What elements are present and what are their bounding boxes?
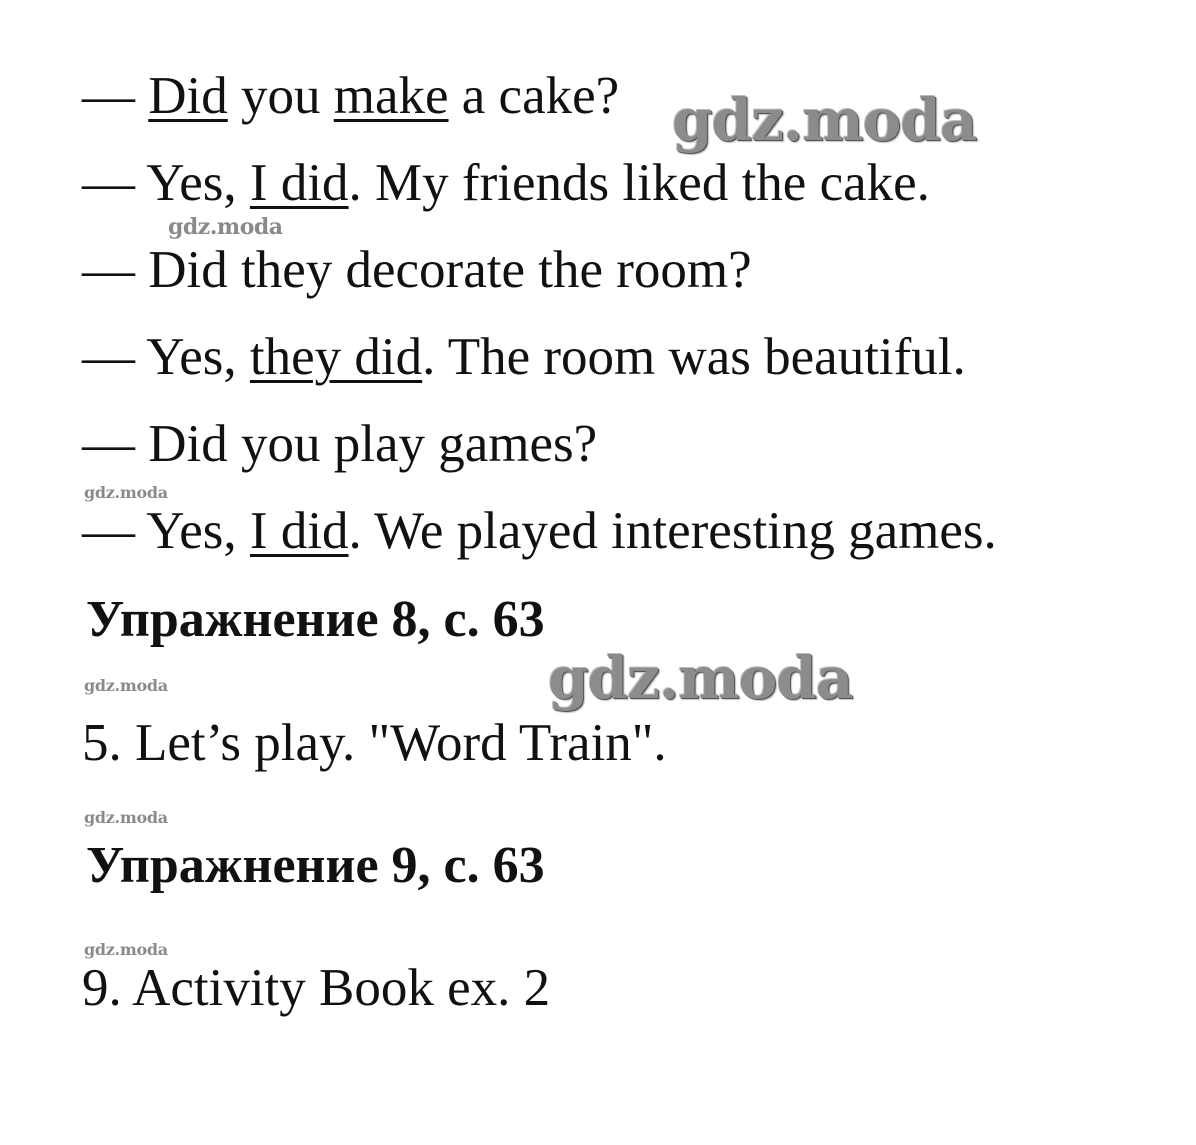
dialogue-line-4 [82,327,966,387]
dialogue-line-3 [82,240,752,300]
watermark-large-1: gdz.moda [672,86,977,154]
watermark-small-2: gdz.moda [84,676,168,695]
sentence-text: . The room was beautiful. [422,328,966,386]
underlined-answer: I did [249,502,349,560]
sentence-text: Yes, [146,502,250,560]
sentence-text: you [227,67,334,125]
sentence-text: Yes, [146,154,250,212]
underlined-answer: make [333,67,449,125]
watermark-medium: gdz.moda [168,214,283,240]
dash: — [82,241,149,299]
watermark-small-3: gdz.moda [84,808,168,827]
dash: — [82,502,147,560]
sentence-text: . We played interesting games. [348,502,997,560]
dash: — [82,415,149,473]
underlined-answer: Did [148,67,228,125]
dash: — [82,154,147,212]
watermark-small-1: gdz.moda [84,483,168,502]
underlined-answer: I did [249,154,349,212]
watermark-large-2: gdz.moda [548,644,853,712]
dash: — [82,328,147,386]
sentence-text: Did they decorate the room? [148,241,752,299]
exercise-8-heading: Упражнение 8, с. 63 [86,591,545,648]
underlined-answer: they did [249,328,423,386]
dialogue-line-2 [82,153,930,213]
watermark-small-4: gdz.moda [84,940,168,959]
sentence-text: . My friends liked the cake. [348,154,930,212]
sentence-text: a cake? [448,67,620,125]
dash: — [82,67,149,125]
exercise-8-text: 5. Let’s play. "Word Train". [82,714,667,772]
dialogue-line-1 [82,66,619,126]
dialogue-line-6 [82,501,997,561]
exercise-9-text: 9. Activity Book ex. 2 [82,959,551,1017]
dialogue-line-5 [82,414,597,474]
sentence-text: Yes, [146,328,250,386]
exercise-9-heading: Упражнение 9, с. 63 [86,837,545,894]
sentence-text: Did you play games? [148,415,598,473]
